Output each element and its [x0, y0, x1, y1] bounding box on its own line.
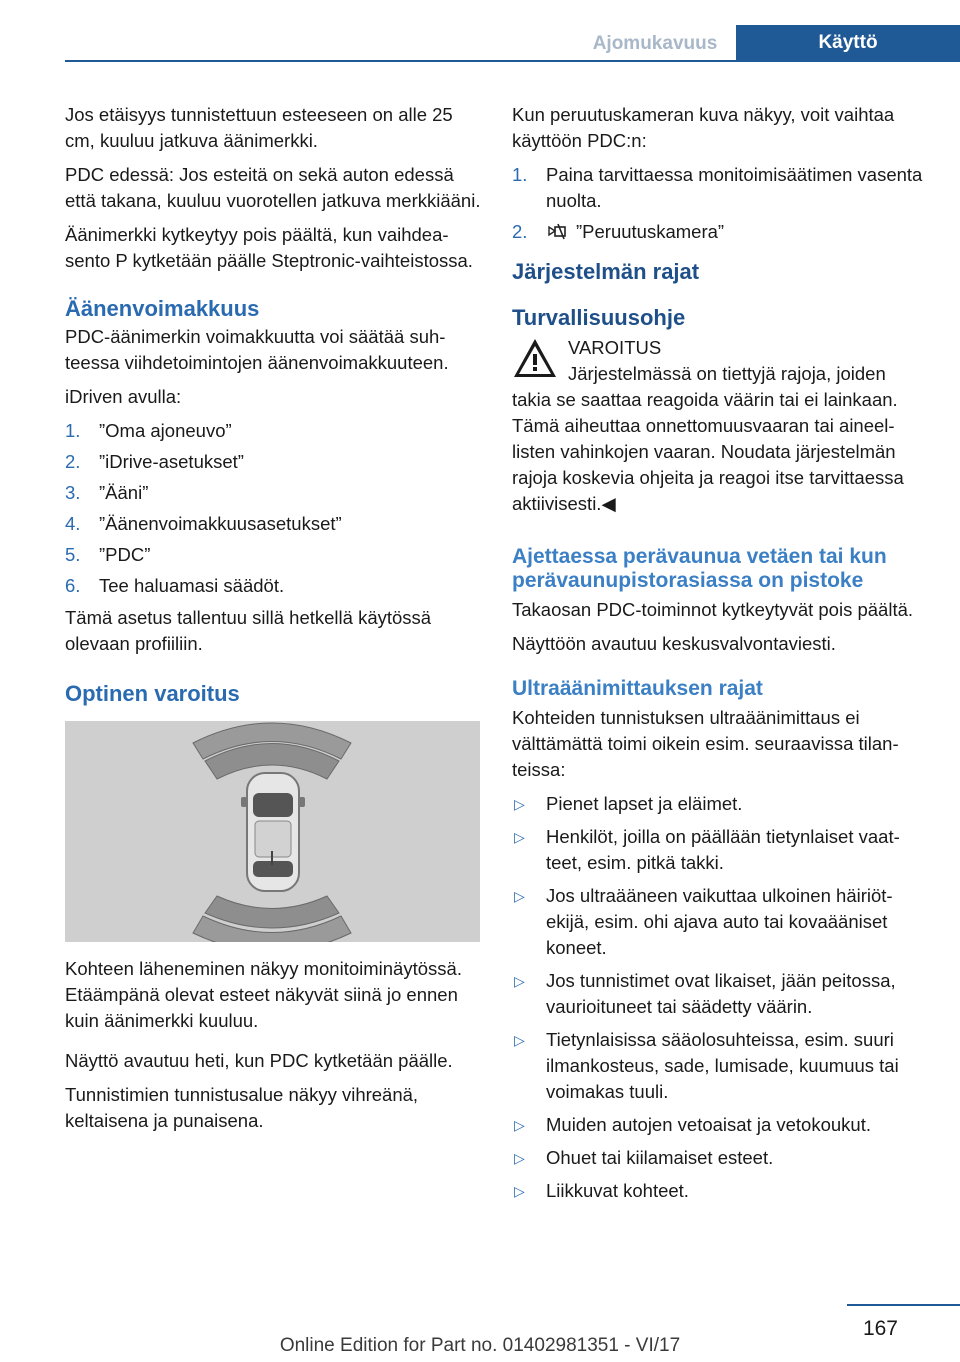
heading-safety: Turvallisuusohje — [512, 305, 686, 330]
right-column — [512, 102, 928, 1211]
step-text: ”Peruutuskamera” — [576, 221, 725, 242]
warning-title: VAROITUS — [568, 337, 662, 358]
heading-system-limits: Järjestelmän rajat — [512, 259, 700, 284]
camera-steps — [512, 162, 928, 245]
triangle-right-icon: ▷ — [514, 973, 525, 989]
list-item — [512, 219, 928, 245]
header-section-tab[interactable]: Ajomukavuus — [592, 33, 718, 54]
list-item — [65, 573, 483, 599]
triangle-right-icon: ▷ — [514, 1032, 525, 1048]
list-item: ▷ Jos tunnistimet ovat likaiset, jään peitossa, vaurioituneet tai säädetty väärin. — [514, 970, 896, 1017]
step-number: 2. — [512, 221, 528, 242]
warning-triangle-icon — [512, 337, 558, 379]
step-text: Paina tarvittaessa monitoimisäätimen vasenta nuolta. — [546, 164, 923, 211]
list-item: ▷ Ohuet tai kiilamaiset esteet. — [512, 1145, 928, 1171]
list-item: ▷ Henkilöt, joilla on päällään tietynlaiset vaatteet, esim. pitkä takki. — [514, 826, 900, 873]
list-item: ▷ Jos ultraääneen vaikuttaa ulkoinen häiriötekijä, esim. ohi ajava auto tai kovaääniset koneet. — [514, 885, 893, 958]
list-item — [65, 449, 483, 475]
paragraph: Tunnistimien tunnistusalue näkyy vihreänä, keltaisena ja punaisena. — [65, 1084, 419, 1131]
paragraph: Näyttö avautuu heti, kun PDC kytketään päälle. — [65, 1050, 453, 1071]
list-item — [65, 542, 483, 568]
pdc-display-figure — [65, 721, 480, 942]
list-item: ▷ Liikkuvat kohteet. — [512, 1178, 928, 1204]
list-item: ▷ Muiden autojen vetoaisat ja vetokoukut. — [512, 1112, 928, 1138]
step-number: 2. — [65, 451, 81, 472]
footer-rule — [847, 1304, 960, 1306]
step-text: ”Ääni” — [99, 482, 149, 503]
triangle-right-icon: ▷ — [514, 1150, 525, 1166]
step-number: 4. — [65, 513, 81, 534]
step-text: ”iDrive-asetukset” — [99, 451, 244, 472]
heading-volume: Äänenvoimakkuus — [65, 296, 260, 321]
rear-camera-icon — [546, 221, 570, 241]
list-item: ▷ Pienet lapset ja eläimet. — [512, 791, 928, 817]
triangle-right-icon: ▷ — [514, 829, 525, 845]
triangle-right-icon: ▷ — [514, 796, 525, 812]
step-number: 5. — [65, 544, 81, 565]
warning-text: Järjestelmässä on tiettyjä rajoja, joiden takia se saattaa reagoida väärin tai ei lainkaan. Tämä aiheuttaa onnettomuusvaaran tai aineellisten vahinkojen vaaran. Noudata järjestelmän rajoja koskevia ohjeita ja reagoi itse tarvittaessa aktiivisesti.◀ — [512, 363, 904, 514]
heading-optical: Optinen varoitus — [65, 681, 240, 706]
step-text: ”PDC” — [99, 544, 151, 565]
paragraph: PDC-äänimerkin voimakkuutta voi säätää suhteessa viihdetoimintojen äänenvoimakkuuteen. — [65, 326, 449, 373]
page-number: 167 — [862, 1317, 898, 1340]
heading-ultrasound-limits: Ultraäänimittauksen rajat — [512, 677, 763, 700]
paragraph: Äänimerkki kytkeytyy pois päältä, kun vaihdeasento P kytketään päälle Steptronic-vaihteistossa. — [65, 224, 473, 271]
triangle-right-icon: ▷ — [514, 1183, 525, 1199]
idrive-steps — [65, 418, 483, 599]
paragraph: Takaosan PDC-toiminnot kytkeytyvät pois päältä. — [512, 599, 914, 620]
step-text: ”Äänenvoimakkuusasetukset” — [99, 513, 342, 534]
paragraph: PDC edessä: Jos esteitä on sekä auton edessä että takana, kuuluu vuorotellen jatkuva merkkiääni. — [65, 164, 481, 211]
paragraph: Kun peruutuskameran kuva näkyy, voit vaihtaa käyttöön PDC:n: — [512, 104, 895, 151]
list-item — [65, 480, 483, 506]
left-column — [65, 102, 483, 1142]
triangle-right-icon: ▷ — [514, 888, 525, 904]
header-chapter-tab[interactable]: Käyttö — [736, 25, 960, 61]
step-text: Tee haluamasi säädöt. — [99, 575, 285, 596]
step-text: ”Oma ajoneuvo” — [99, 420, 232, 441]
step-number: 1. — [65, 420, 81, 441]
step-number: 1. — [512, 164, 528, 185]
paragraph: iDriven avulla: — [65, 386, 182, 407]
list-item — [65, 418, 483, 444]
triangle-right-icon: ▷ — [514, 1117, 525, 1133]
warning-box — [512, 335, 928, 525]
paragraph: Kohteiden tunnistuksen ultraäänimittaus ei välttämättä toimi oikein esim. seuraavissa tilanteissa: — [512, 707, 899, 780]
list-item: ▷ Tietynlaisissa sääolosuhteissa, esim. suuri ilmankosteus, sade, lumisade, kuumuus tai voimakas tuuli. — [514, 1029, 899, 1102]
car-top-view-illustration — [65, 721, 480, 942]
paragraph: Kohteen läheneminen näkyy monitoiminäytössä. Etäämpänä olevat esteet näkyvät siinä jo ennen kuin äänimerkki kuuluu. — [65, 958, 462, 1031]
step-number: 3. — [65, 482, 81, 503]
step-number: 6. — [65, 575, 81, 596]
paragraph: Jos etäisyys tunnistettuun esteeseen on alle 25 cm, kuuluu jatkuva äänimerkki. — [65, 104, 453, 151]
heading-trailer: Ajettaessa perävaunua vetäen tai kun perävaunupistorasiassa on pistoke — [512, 545, 887, 592]
limitations-list — [512, 791, 928, 1204]
list-item — [512, 162, 928, 214]
list-item — [65, 511, 483, 537]
footer-edition: Online Edition for Part no. 01402981351 - VI/17 — [279, 1335, 681, 1356]
paragraph: Tämä asetus tallentuu sillä hetkellä käytössä olevaan profiiliin. — [65, 607, 432, 654]
paragraph: Näyttöön avautuu keskusvalvontaviesti. — [512, 633, 836, 654]
